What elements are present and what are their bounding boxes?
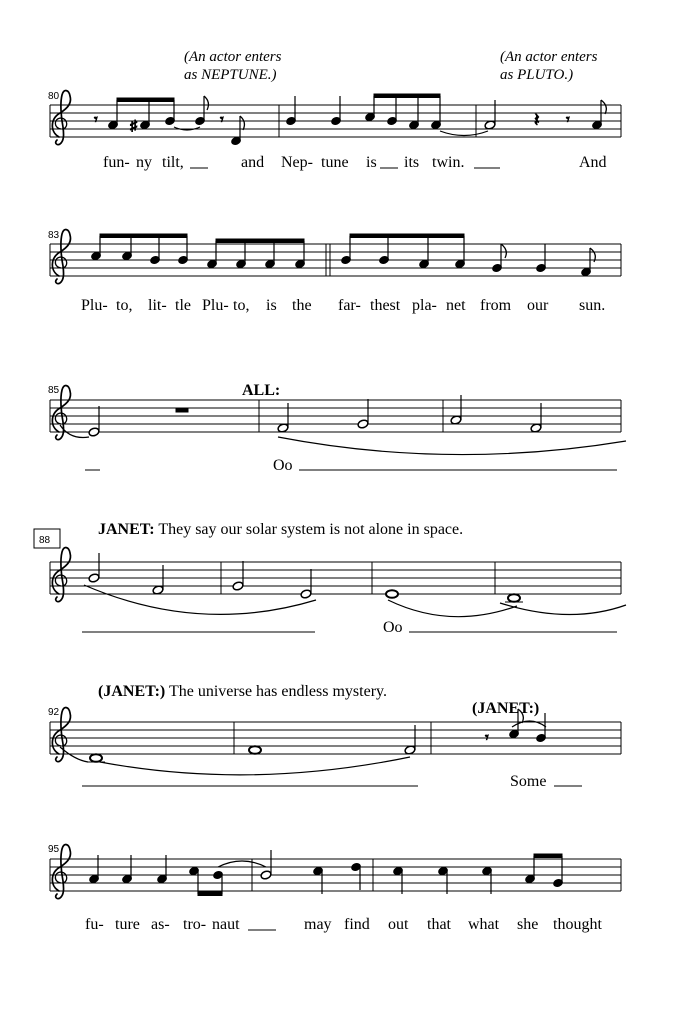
lyrics bbox=[85, 916, 602, 933]
stage-direction-neptune-line1: (An actor enters bbox=[184, 49, 282, 65]
staff-lines bbox=[50, 722, 621, 754]
lyric-syllable: Oo bbox=[273, 457, 293, 474]
lyric-syllable: ny bbox=[136, 154, 152, 171]
lyrics bbox=[85, 457, 617, 474]
lyric-syllable: find bbox=[344, 916, 370, 933]
lyrics bbox=[82, 619, 617, 636]
lyric-syllable: And bbox=[579, 154, 607, 171]
lyric-syllable: ture bbox=[115, 916, 140, 933]
spoken-text: They say our solar system is not alone in space. bbox=[158, 521, 464, 538]
measure-number: 95 bbox=[48, 844, 60, 855]
lyric-syllable: twin. bbox=[432, 154, 465, 171]
svg-text:𝄾: 𝄾 bbox=[566, 113, 570, 128]
cue-all: ALL: bbox=[242, 382, 281, 399]
speaker-name: JANET: bbox=[98, 521, 155, 538]
lyric-syllable: tle bbox=[175, 297, 191, 314]
lyric-syllable: Plu- bbox=[81, 297, 108, 314]
lyric-syllable: is bbox=[266, 297, 277, 314]
slurs bbox=[60, 425, 626, 455]
lyrics bbox=[103, 154, 607, 171]
music-system-1 bbox=[48, 91, 621, 171]
ties bbox=[174, 127, 488, 136]
lyric-syllable: fun- bbox=[103, 154, 130, 171]
staff-lines bbox=[50, 562, 621, 594]
stage-direction-neptune-line2: as NEPTUNE.) bbox=[184, 67, 277, 83]
lyric-syllable: to, bbox=[233, 297, 250, 314]
spoken-text: The universe has endless mystery. bbox=[168, 683, 387, 700]
lyric-syllable: the bbox=[292, 297, 312, 314]
lyric-syllable: thought bbox=[553, 916, 602, 933]
svg-text:𝄽: 𝄽 bbox=[534, 110, 540, 130]
lyric-syllable: our bbox=[527, 297, 549, 314]
staff-lines bbox=[50, 859, 621, 891]
slurs bbox=[84, 585, 626, 617]
lyric-syllable: may bbox=[304, 916, 332, 933]
staff-lines bbox=[50, 244, 621, 276]
music-system-3 bbox=[48, 382, 626, 474]
dialogue-line bbox=[98, 521, 463, 538]
lyric-syllable: Nep- bbox=[281, 154, 313, 171]
stage-direction-pluto-line1: (An actor enters bbox=[500, 49, 598, 65]
lyric-syllable: sun. bbox=[579, 297, 606, 314]
measure-number: 85 bbox=[48, 385, 60, 396]
lyric-syllable: Some bbox=[510, 773, 547, 790]
lyric-syllable: Oo bbox=[383, 619, 403, 636]
lyric-syllable: is bbox=[366, 154, 377, 171]
music-system-6 bbox=[48, 844, 621, 933]
music-system-5 bbox=[48, 683, 621, 790]
svg-text:♯: ♯ bbox=[130, 119, 137, 134]
svg-text:𝄾: 𝄾 bbox=[485, 731, 489, 746]
measure-number: 92 bbox=[48, 707, 60, 718]
lyric-syllable: pla- bbox=[412, 297, 437, 314]
lyric-syllable: from bbox=[480, 297, 512, 314]
lyric-syllable: tro- bbox=[183, 916, 207, 933]
svg-text:𝄾: 𝄾 bbox=[220, 113, 224, 128]
speaker-name: (JANET:) bbox=[98, 683, 166, 700]
lyric-syllable: far- bbox=[338, 297, 361, 314]
lyric-syllable: to, bbox=[116, 297, 133, 314]
music-system-2 bbox=[48, 230, 621, 314]
lyric-syllable: lit- bbox=[148, 297, 167, 314]
lyric-syllable: Plu- bbox=[202, 297, 229, 314]
lyric-syllable: that bbox=[427, 916, 451, 933]
lyric-syllable: she bbox=[517, 916, 539, 933]
measure-number: 88 bbox=[39, 535, 51, 546]
lyric-syllable: as- bbox=[151, 916, 170, 933]
svg-text:𝄾: 𝄾 bbox=[94, 113, 98, 128]
notes bbox=[89, 850, 564, 896]
notes bbox=[91, 234, 596, 277]
lyric-syllable: and bbox=[241, 154, 265, 171]
lyrics bbox=[82, 773, 582, 790]
lyrics bbox=[81, 297, 605, 314]
lyric-syllable: out bbox=[388, 916, 409, 933]
lyric-syllable: what bbox=[468, 916, 500, 933]
measure-number: 80 bbox=[48, 91, 60, 102]
stage-direction-pluto-line2: as PLUTO.) bbox=[500, 67, 574, 83]
lyric-syllable: thest bbox=[370, 297, 401, 314]
notes bbox=[94, 94, 606, 146]
slurs bbox=[60, 721, 546, 775]
lyric-syllable: net bbox=[446, 297, 466, 314]
lyric-syllable: tune bbox=[321, 154, 349, 171]
dialogue-line bbox=[98, 683, 387, 700]
ties bbox=[218, 861, 266, 867]
cue-janet: (JANET:) bbox=[472, 700, 540, 717]
lyric-syllable: naut bbox=[212, 916, 240, 933]
music-system-4 bbox=[34, 521, 626, 636]
lyric-syllable: tilt, bbox=[162, 154, 184, 171]
measure-number: 83 bbox=[48, 230, 60, 241]
lyric-syllable: fu- bbox=[85, 916, 104, 933]
lyric-syllable: its bbox=[404, 154, 420, 171]
